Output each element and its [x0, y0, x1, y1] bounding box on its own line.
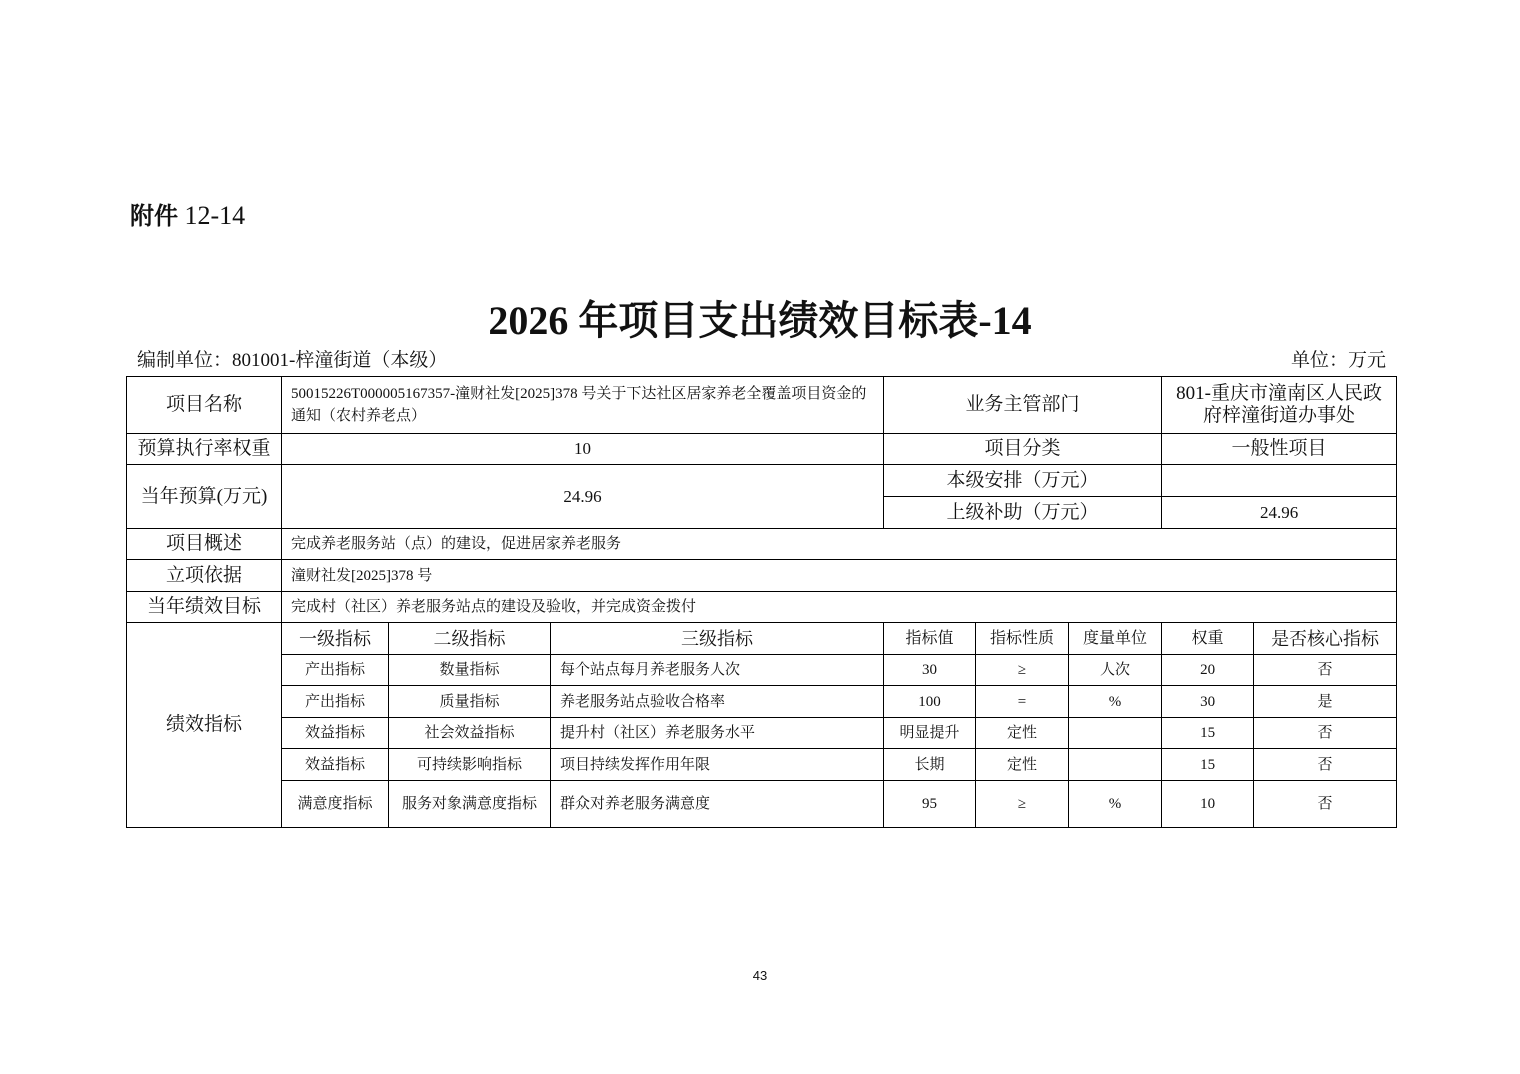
- cell-core: 否: [1254, 655, 1397, 686]
- basis-value: 潼财社发[2025]378 号: [282, 560, 1397, 592]
- weight-label: 预算执行率权重: [127, 434, 282, 465]
- cell-unit: %: [1069, 686, 1162, 718]
- cell-core: 否: [1254, 718, 1397, 749]
- indicator-row: [127, 781, 1397, 828]
- attachment-label: 附件: [130, 202, 178, 230]
- basis-label: 立项依据: [127, 560, 282, 592]
- cell-level2: 服务对象满意度指标: [389, 781, 551, 828]
- cell-level3: 养老服务站点验收合格率: [551, 686, 884, 718]
- cell-level3: 群众对养老服务满意度: [551, 781, 884, 828]
- attachment-number: 12-14: [184, 201, 246, 230]
- basis-row: [127, 560, 1397, 592]
- upper-label: 上级补助（万元）: [884, 497, 1162, 529]
- performance-table: [126, 376, 1397, 828]
- cell-level3: 项目持续发挥作用年限: [551, 749, 884, 781]
- cell-value: 明显提升: [884, 718, 976, 749]
- cell-weight: 30: [1162, 686, 1254, 718]
- goal-row: [127, 592, 1397, 623]
- cell-weight: 10: [1162, 781, 1254, 828]
- cell-level2: 质量指标: [389, 686, 551, 718]
- attachment-heading: [130, 198, 245, 234]
- summary-row: [127, 529, 1397, 560]
- weight-value: 10: [282, 434, 884, 465]
- upper-value: 24.96: [1162, 497, 1397, 529]
- cell-core: 否: [1254, 749, 1397, 781]
- category-label: 项目分类: [884, 434, 1162, 465]
- budget-label: 当年预算(万元): [127, 465, 282, 529]
- goal-value: 完成村（社区）养老服务站点的建设及验收，并完成资金拨付: [282, 592, 1397, 623]
- cell-level1: 满意度指标: [282, 781, 389, 828]
- indicator-header-row: [127, 623, 1397, 655]
- header-level1: 一级指标: [282, 623, 389, 655]
- cell-core: 否: [1254, 781, 1397, 828]
- cell-nature: ≥: [976, 781, 1069, 828]
- budget-row-local: [127, 465, 1397, 497]
- cell-unit: [1069, 749, 1162, 781]
- currency-unit: 单位：万元: [1290, 350, 1386, 371]
- project-name-label: 项目名称: [127, 377, 282, 434]
- summary-label: 项目概述: [127, 529, 282, 560]
- cell-nature: 定性: [976, 718, 1069, 749]
- cell-level1: 产出指标: [282, 655, 389, 686]
- cell-level3: 每个站点每月养老服务人次: [551, 655, 884, 686]
- summary-value: 完成养老服务站（点）的建设，促进居家养老服务: [282, 529, 1397, 560]
- cell-value: 30: [884, 655, 976, 686]
- cell-level1: 效益指标: [282, 718, 389, 749]
- header-core: 是否核心指标: [1254, 623, 1397, 655]
- indicator-row: [127, 655, 1397, 686]
- cell-value: 95: [884, 781, 976, 828]
- dept-label: 业务主管部门: [884, 377, 1162, 434]
- indicator-row: [127, 686, 1397, 718]
- local-value: [1162, 465, 1397, 497]
- header-level2: 二级指标: [389, 623, 551, 655]
- header-value: 指标值: [884, 623, 976, 655]
- cell-weight: 20: [1162, 655, 1254, 686]
- cell-level2: 数量指标: [389, 655, 551, 686]
- cell-nature: ≥: [976, 655, 1069, 686]
- project-name-value: 50015226T000005167357-潼财社发[2025]378 号关于下达社区居家养老全覆盖项目资金的通知（农村养老点）: [282, 377, 884, 434]
- page-number: 43: [752, 968, 768, 983]
- local-label: 本级安排（万元）: [884, 465, 1162, 497]
- indicators-section-label: 绩效指标: [127, 623, 282, 828]
- indicator-row: [127, 718, 1397, 749]
- cell-unit: 人次: [1069, 655, 1162, 686]
- cell-level3: 提升村（社区）养老服务水平: [551, 718, 884, 749]
- cell-value: 100: [884, 686, 976, 718]
- cell-weight: 15: [1162, 749, 1254, 781]
- header-weight: 权重: [1162, 623, 1254, 655]
- cell-level2: 社会效益指标: [389, 718, 551, 749]
- weight-row: [127, 434, 1397, 465]
- project-name-row: [127, 377, 1397, 434]
- header-unit: 度量单位: [1069, 623, 1162, 655]
- cell-level1: 效益指标: [282, 749, 389, 781]
- indicator-row: [127, 749, 1397, 781]
- cell-level2: 可持续影响指标: [389, 749, 551, 781]
- cell-core: 是: [1254, 686, 1397, 718]
- category-value: 一般性项目: [1162, 434, 1397, 465]
- cell-nature: =: [976, 686, 1069, 718]
- header-level3: 三级指标: [551, 623, 884, 655]
- goal-label: 当年绩效目标: [127, 592, 282, 623]
- dept-value: 801-重庆市潼南区人民政府梓潼街道办事处: [1162, 377, 1397, 434]
- cell-weight: 15: [1162, 718, 1254, 749]
- budget-value: 24.96: [282, 465, 884, 529]
- page-title: 2026 年项目支出绩效目标表-14: [488, 298, 1032, 343]
- cell-value: 长期: [884, 749, 976, 781]
- header-nature: 指标性质: [976, 623, 1069, 655]
- cell-level1: 产出指标: [282, 686, 389, 718]
- compiler-unit: 编制单位：801001-梓潼街道（本级）: [137, 350, 448, 371]
- cell-unit: [1069, 718, 1162, 749]
- cell-nature: 定性: [976, 749, 1069, 781]
- cell-unit: %: [1069, 781, 1162, 828]
- unit-row: [137, 348, 1386, 374]
